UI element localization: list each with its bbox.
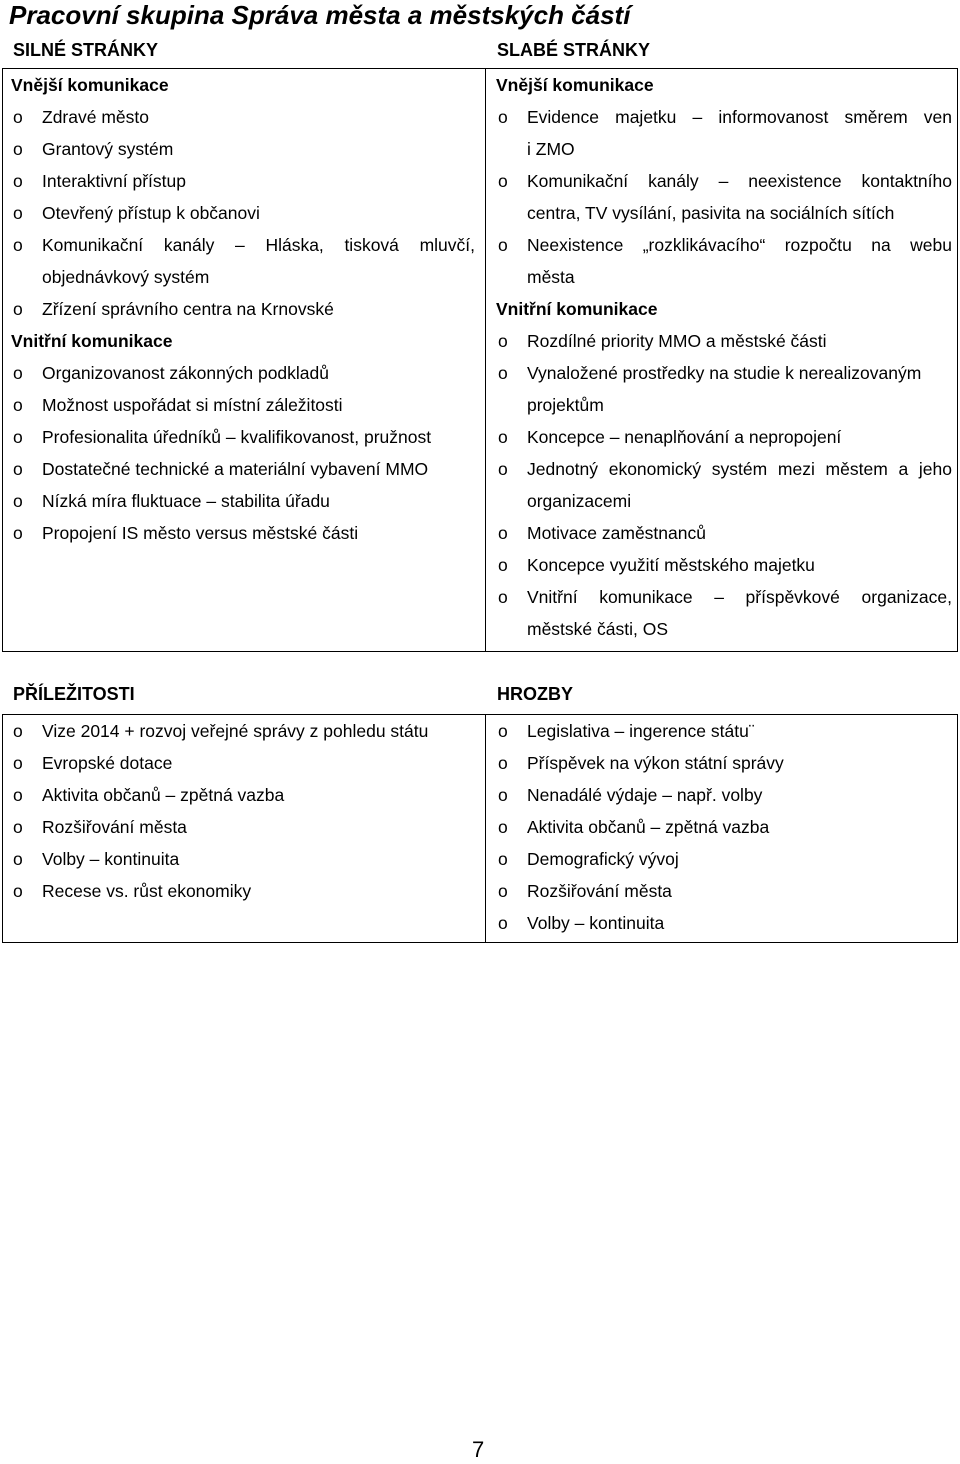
list-item-text: projektům <box>527 395 604 415</box>
list-item <box>11 715 475 747</box>
section-heading: Vnější komunikace <box>496 75 654 95</box>
bullet-marker: o <box>13 171 23 191</box>
list-item <box>496 421 952 453</box>
column-divider <box>485 69 486 651</box>
list-item-text: města <box>527 267 575 287</box>
bullet-marker: o <box>498 235 508 255</box>
list-item-text: Vize 2014 + rozvoj veřejné správy z pohledu státu <box>42 721 429 741</box>
page-title: Pracovní skupina Správa města a městských částí <box>9 0 631 30</box>
list-item <box>11 229 475 261</box>
section-heading: Vnitřní komunikace <box>496 299 658 319</box>
list-item-text: organizacemi <box>527 491 632 511</box>
bullet-marker: o <box>13 817 23 837</box>
list-item-text: Rozšiřování města <box>527 881 672 901</box>
column-divider <box>485 715 486 942</box>
list-item <box>496 453 952 485</box>
bullet-marker: o <box>13 721 23 741</box>
list-item-continuation <box>496 485 952 517</box>
list-item <box>496 549 952 581</box>
list-item <box>11 165 475 197</box>
list-item-text: Zdravé město <box>42 107 149 127</box>
bullet-marker: o <box>498 817 508 837</box>
bullet-marker: o <box>498 427 508 447</box>
list-item <box>11 747 475 779</box>
list-item <box>11 389 475 421</box>
list-item <box>11 101 475 133</box>
list-item <box>496 581 952 613</box>
bullet-marker: o <box>13 395 23 415</box>
bullet-marker: o <box>13 459 23 479</box>
bullet-marker: o <box>498 753 508 773</box>
bullet-marker: o <box>13 491 23 511</box>
list-item <box>11 843 475 875</box>
list-item-text: Koncepce – nenaplňování a nepropojení <box>527 427 842 447</box>
bullet-marker: o <box>498 587 508 607</box>
bullet-marker: o <box>13 203 23 223</box>
list-item <box>11 517 475 549</box>
weaknesses-heading: SLABÉ STRÁNKY <box>497 40 651 60</box>
list-item <box>11 453 475 485</box>
list-item <box>11 875 475 907</box>
swot-top-table <box>2 68 958 652</box>
list-item <box>496 101 952 133</box>
bullet-marker: o <box>498 849 508 869</box>
list-item <box>11 779 475 811</box>
list-item-text: centra, TV vysílání, pasivita na sociálních sítích <box>527 203 895 223</box>
list-item-text: Volby – kontinuita <box>42 849 180 869</box>
bullet-marker: o <box>13 363 23 383</box>
list-item-text: Vynaložené prostředky na studie k nerealizovaným <box>527 363 922 383</box>
list-item-text: Aktivita občanů – zpětná vazba <box>42 785 285 805</box>
list-item <box>496 357 952 389</box>
bullet-marker: o <box>498 881 508 901</box>
list-item-text: Vnitřní komunikace – příspěvkové organizace, <box>527 587 952 607</box>
list-item-continuation <box>496 389 952 421</box>
list-item <box>11 293 475 325</box>
list-item <box>496 843 952 875</box>
list-item-continuation <box>496 261 952 293</box>
bullet-marker: o <box>498 555 508 575</box>
list-item-text: Nenadálé výdaje – např. volby <box>527 785 763 805</box>
bullet-marker: o <box>498 363 508 383</box>
bullet-marker: o <box>13 107 23 127</box>
list-item-text: Volby – kontinuita <box>527 913 665 933</box>
threats-heading: HROZBY <box>497 684 573 704</box>
list-item-text: Grantový systém <box>42 139 174 159</box>
bullet-marker: o <box>13 235 23 255</box>
swot-bottom-table <box>2 714 958 943</box>
list-item-text: Komunikační kanály – Hláska, tisková mluvčí, <box>42 235 475 255</box>
list-item <box>496 907 952 939</box>
bullet-marker: o <box>13 881 23 901</box>
list-item <box>11 485 475 517</box>
bullet-marker: o <box>498 913 508 933</box>
list-item-text: Dostatečné technické a materiální vybavení MMO <box>42 459 429 479</box>
bullet-marker: o <box>498 523 508 543</box>
list-item-text: Legislativa – ingerence státu¨ <box>527 721 755 741</box>
list-item-text: Evropské dotace <box>42 753 173 773</box>
bullet-marker: o <box>498 171 508 191</box>
bullet-marker: o <box>13 753 23 773</box>
list-item-text: Interaktivní přístup <box>42 171 186 191</box>
list-item-continuation <box>496 197 952 229</box>
bullet-marker: o <box>498 785 508 805</box>
bullet-marker: o <box>498 107 508 127</box>
list-item <box>496 229 952 261</box>
list-item-text: Aktivita občanů – zpětná vazba <box>527 817 770 837</box>
list-item-text: Rozšiřování města <box>42 817 187 837</box>
list-item <box>496 875 952 907</box>
section-heading: Vnější komunikace <box>11 75 169 95</box>
list-item-text: Nízká míra fluktuace – stabilita úřadu <box>42 491 330 511</box>
list-item-text: Možnost uspořádat si místní záležitosti <box>42 395 343 415</box>
page-number: 7 <box>472 1437 485 1462</box>
list-item-continuation <box>11 261 475 293</box>
list-item <box>11 197 475 229</box>
bullet-marker: o <box>13 427 23 447</box>
list-item-text: Komunikační kanály – neexistence kontaktního <box>527 171 952 191</box>
list-item <box>496 325 952 357</box>
list-item-text: Příspěvek na výkon státní správy <box>527 753 784 773</box>
opportunities-heading: PŘÍLEŽITOSTI <box>13 684 135 704</box>
bullet-marker: o <box>498 331 508 351</box>
list-item <box>496 811 952 843</box>
list-item <box>496 747 952 779</box>
list-item-text: Evidence majetku – informovanost směrem ven <box>527 107 952 127</box>
list-item <box>496 779 952 811</box>
section-heading: Vnitřní komunikace <box>11 331 173 351</box>
list-item-continuation <box>496 133 952 165</box>
list-item <box>496 715 952 747</box>
list-item-text: městské části, OS <box>527 619 669 639</box>
list-item-text: objednávkový systém <box>42 267 210 287</box>
list-item <box>496 517 952 549</box>
strengths-heading: SILNÉ STRÁNKY <box>13 40 159 60</box>
list-item-text: Rozdílné priority MMO a městské části <box>527 331 827 351</box>
list-item-text: Jednotný ekonomický systém mezi městem a jeho <box>527 459 952 479</box>
list-item-text: Otevřený přístup k občanovi <box>42 203 260 223</box>
list-item-text: Profesionalita úředníků – kvalifikovanost, pružnost <box>42 427 432 447</box>
list-item-text: i ZMO <box>527 139 575 159</box>
list-item-text: Recese vs. růst ekonomiky <box>42 881 252 901</box>
list-item-text: Demografický vývoj <box>527 849 679 869</box>
list-item-text: Motivace zaměstnanců <box>527 523 706 543</box>
list-item-text: Neexistence „rozklikávacího“ rozpočtu na webu <box>527 235 952 255</box>
list-item-text: Organizovanost zákonných podkladů <box>42 363 329 383</box>
bullet-marker: o <box>498 721 508 741</box>
list-item <box>11 133 475 165</box>
bullet-marker: o <box>13 523 23 543</box>
bullet-marker: o <box>13 139 23 159</box>
bullet-marker: o <box>13 849 23 869</box>
list-item <box>11 357 475 389</box>
list-item <box>11 811 475 843</box>
list-item <box>496 165 952 197</box>
list-item-continuation <box>496 613 952 645</box>
list-item <box>11 421 475 453</box>
bullet-marker: o <box>498 459 508 479</box>
list-item-text: Koncepce využití městského majetku <box>527 555 815 575</box>
bullet-marker: o <box>13 299 23 319</box>
list-item-text: Propojení IS město versus městské části <box>42 523 359 543</box>
bullet-marker: o <box>13 785 23 805</box>
list-item-text: Zřízení správního centra na Krnovské <box>42 299 334 319</box>
